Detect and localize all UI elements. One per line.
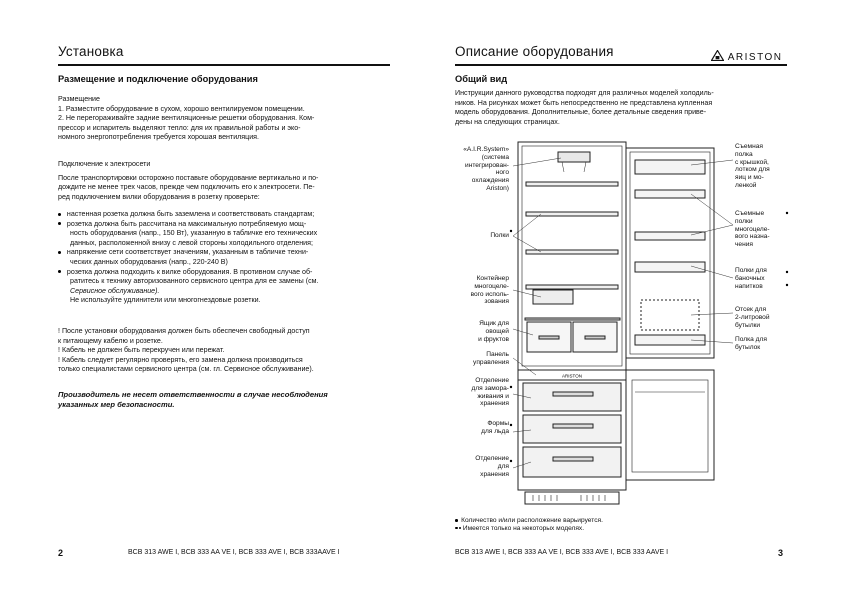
shelf — [526, 285, 618, 289]
electric-checklist — [58, 210, 398, 306]
placement-item: 2. Не перегораживайте задние вентиляционные решетки оборудования. Ком- — [58, 114, 315, 123]
label-storage-section: Отделение для хранения — [475, 455, 509, 478]
bullet-icon — [58, 270, 61, 273]
page-number-left: 2 — [58, 548, 64, 558]
bullet-item: настенная розетка должна быть заземлена и соответствовать стандартам; — [58, 210, 398, 220]
warning-line: к питающему кабелю и розетке. — [58, 336, 163, 345]
bullet-item: розетка должна быть рассчитана на максимальную потребляемую мощ- — [58, 220, 398, 230]
intro-line: Инструкции данного руководства подходят для различных моделей холодиль- — [455, 89, 714, 97]
disclaimer — [58, 390, 403, 410]
electric-heading: Подключение к электросети — [58, 160, 151, 168]
electric-intro-line: После транспортировки осторожно поставьте оборудование вертикально и по- — [58, 173, 319, 182]
note-line: Количество и/или расположение варьируется. — [455, 517, 755, 525]
warning-line: только специалистами сервисного центра (см. гл. Сервисное обслуживание). — [58, 365, 314, 374]
bullet-icon — [58, 222, 61, 225]
left-title-rule — [58, 64, 390, 66]
intro-line: дены на следующих страницах. — [455, 117, 560, 126]
label-can-shelves: Полки для баночных напитков — [735, 267, 767, 290]
right-section-title: Описание оборудования — [455, 44, 614, 59]
air-system-unit — [558, 152, 590, 162]
label-bottle-shelf: Полка для бутылок — [735, 336, 767, 351]
left-subtitle: Размещение и подключение оборудования — [58, 74, 258, 84]
label-shelves: Полки — [490, 232, 509, 239]
bullet-icon — [455, 527, 458, 530]
bullet-item: розетка должна подходить к вилке оборудования. В противном случае об- — [58, 268, 398, 278]
bullet-item: напряжение сети соответствует значениям, указанным в табличке техни- — [58, 248, 398, 258]
disclaimer-line: указанных мер безопасности. — [58, 400, 175, 409]
label-container: Контейнер многоцеле- вого исполь- зования — [470, 275, 509, 306]
shelf — [526, 212, 618, 216]
fridge-door-outline — [626, 148, 714, 358]
left-section-title: Установка — [58, 44, 124, 59]
bullet-icon — [58, 251, 61, 254]
bullet-continuation: данных, расположенной внизу с левой стороны холодильного отделения; — [70, 238, 313, 247]
note-line: Имеется только на некоторых моделях. — [455, 525, 755, 533]
door-shelf — [635, 232, 705, 240]
electric-intro-line: ред подключением вилки оборудования в розетку проверьте: — [58, 192, 260, 201]
shelf — [526, 182, 618, 186]
bullet-icon — [58, 213, 61, 216]
panel-text: ARISTON — [562, 373, 582, 379]
label-freezer-section: Отделение для замора- живания и хранения — [471, 377, 509, 408]
electric-intro-line: дождите не менее трех часов, прежде чем подключить его к электросети. Пе- — [58, 183, 315, 192]
placement-item: прессор и испаритель выделяют тепло: для их правильной работы и эко- — [58, 123, 301, 132]
door-shelf-with-lid — [635, 160, 705, 174]
intro-line: ников. На рисунках может быть непосредственно не представлена купленная — [455, 98, 713, 107]
bullet-continuation: ратитесь к технику авторизованного сервисного центра для ее замены (см. — [70, 277, 319, 286]
model-list-left: BCB 313 AWE I, BCB 333 AA VE I, BCB 333 AVE I, BCB 333AAVE I — [128, 549, 340, 556]
ice-tray-drawer — [523, 415, 621, 443]
bullet-continuation: ческих данных оборудования (напр., 220-240 В) — [70, 257, 228, 266]
label-crisper: Ящик для овощей и фруктов — [478, 320, 509, 343]
label-door-shelf-lid: Съемная полка с крышкой, лотком для яиц и мо- ленкой — [735, 143, 770, 189]
storage-drawer — [523, 447, 621, 477]
shelf — [526, 250, 618, 254]
electric-section — [58, 160, 398, 202]
warnings — [58, 327, 403, 375]
label-control-panel: Панель управления — [473, 351, 509, 366]
freezer-door-outline — [626, 370, 714, 480]
label-ice-trays: Формы для льда — [481, 420, 509, 435]
bullet-continuation: ность оборудования (напр., 150 Вт), указанную в табличке его технических — [70, 229, 318, 238]
diagram-notes — [455, 517, 755, 533]
multipurpose-container — [533, 290, 573, 304]
placement-item: номного энергопотребления требуется хорошая вентиляция. — [58, 133, 259, 142]
bullet-icon — [459, 527, 462, 530]
right-page — [421, 0, 842, 595]
model-list-right: BCB 313 AWE I, BCB 333 AA VE I, BCB 333 AVE I, BCB 333 AAVE I — [455, 549, 669, 556]
bullet-icon — [455, 519, 458, 522]
placement-section — [58, 95, 398, 143]
logo-text: ARISTON — [727, 52, 783, 63]
label-bottle-compartment: Отсек для 2-литровой бутылки — [735, 306, 770, 329]
bullet-continuation: Не используйте удлинители или многогнездовые розетки. — [70, 296, 261, 305]
warning-line: ! Кабель следует регулярно проверять, его замена должна производиться — [58, 355, 303, 364]
placement-heading: Размещение — [58, 95, 100, 103]
label-door-shelves: Съемные полки многоцеле- вого назна- чения — [735, 210, 770, 249]
bullet-continuation: Сервисное обслуживание). — [70, 286, 160, 295]
intro-line: модель оборудования. Дополнительные, более детальные сведения приве- — [455, 108, 707, 117]
bottle-compartment — [641, 300, 699, 330]
label-air-system: «A.I.R.System» (система интегрирован- ного охлаждения Ariston) — [463, 146, 509, 192]
warning-line: ! Кабель не должен быть перекручен или пережат. — [58, 346, 225, 355]
freezer-drawer — [523, 383, 621, 411]
disclaimer-line: Производитель не несет ответственности в случае несоблюдения — [58, 390, 328, 399]
right-subtitle: Общий вид — [455, 74, 508, 84]
page-number-right: 3 — [778, 548, 784, 558]
warning-line: ! После установки оборудования должен быть обеспечен свободный доступ — [58, 327, 310, 335]
placement-item: 1. Разместите оборудование в сухом, хорошо вентилируемом помещении. — [58, 104, 305, 113]
